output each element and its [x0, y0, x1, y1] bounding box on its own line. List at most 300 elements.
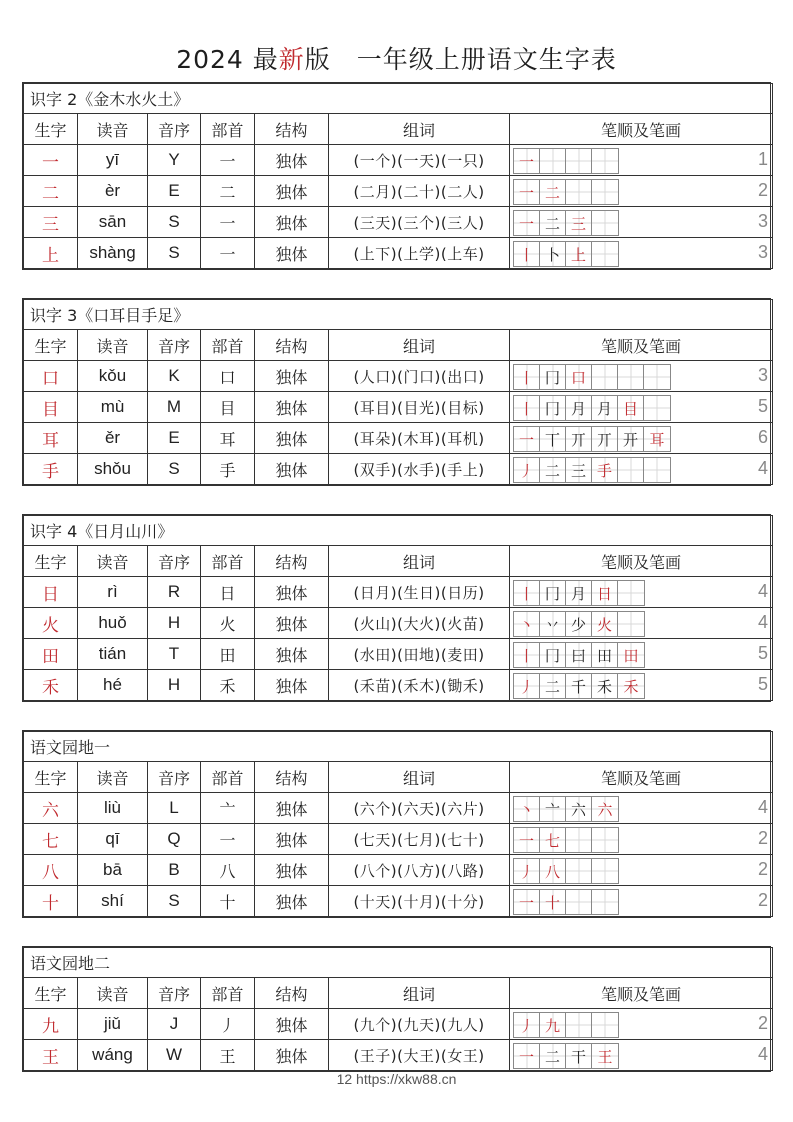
character: 田 [24, 639, 78, 670]
pinyin: shí [78, 886, 148, 917]
pinyin: jiǔ [78, 1009, 148, 1040]
stroke-grid [513, 426, 671, 452]
table-row [24, 608, 773, 639]
stroke-grid [513, 611, 645, 637]
stroke-cell: 丿 [514, 1013, 540, 1037]
column-header: 音序 [148, 978, 201, 1009]
stroke-cell: 耳 [644, 427, 670, 451]
column-header: 部首 [201, 330, 255, 361]
column-header: 部首 [201, 762, 255, 793]
stroke-count: 2 [758, 180, 769, 200]
word-examples: (人口)(门口)(出口) [329, 361, 510, 392]
section-title: 识字 4《日月山川》 [24, 516, 773, 546]
stroke-grid [513, 827, 619, 853]
table-row [24, 670, 773, 701]
stroke-order [510, 207, 773, 238]
stroke-cell: 冂 [540, 365, 566, 389]
stroke-grid [513, 673, 645, 699]
initial-letter: Y [148, 145, 201, 176]
stroke-cell [644, 396, 670, 420]
column-header: 组词 [329, 114, 510, 145]
title-suffix: 版 [304, 45, 331, 74]
column-header: 组词 [329, 762, 510, 793]
column-header: 读音 [78, 762, 148, 793]
stroke-cell [618, 365, 644, 389]
header-row [24, 762, 773, 793]
pinyin: shàng [78, 238, 148, 269]
column-header: 组词 [329, 546, 510, 577]
stroke-grid [513, 210, 619, 236]
column-header: 部首 [201, 114, 255, 145]
character: 手 [24, 454, 78, 485]
stroke-count: 2 [758, 828, 769, 848]
stroke-cell [644, 458, 670, 482]
pinyin: wáng [78, 1040, 148, 1071]
table-row [24, 855, 773, 886]
column-header: 音序 [148, 546, 201, 577]
radical: 王 [201, 1040, 255, 1071]
stroke-order [510, 886, 773, 917]
stroke-cell: 九 [540, 1013, 566, 1037]
section-title: 语文园地二 [24, 948, 773, 978]
stroke-cell: 丿 [514, 859, 540, 883]
initial-letter: S [148, 454, 201, 485]
pinyin: hé [78, 670, 148, 701]
column-header: 笔顺及笔画 [510, 114, 773, 145]
word-examples: (耳目)(目光)(目标) [329, 392, 510, 423]
stroke-cell: 十 [540, 890, 566, 914]
stroke-cell [618, 458, 644, 482]
initial-letter: S [148, 238, 201, 269]
stroke-count: 4 [758, 797, 769, 817]
pinyin: liù [78, 793, 148, 824]
stroke-cell: 一 [514, 890, 540, 914]
stroke-grid [513, 241, 619, 267]
radical: 十 [201, 886, 255, 917]
radical: 田 [201, 639, 255, 670]
structure: 独体 [255, 855, 329, 886]
radical: 丿 [201, 1009, 255, 1040]
stroke-order [510, 145, 773, 176]
pinyin: sān [78, 207, 148, 238]
table-row [24, 207, 773, 238]
table-row [24, 392, 773, 423]
initial-letter: L [148, 793, 201, 824]
stroke-count: 2 [758, 890, 769, 910]
word-examples: (日月)(生日)(日历) [329, 577, 510, 608]
radical: 一 [201, 145, 255, 176]
stroke-count: 4 [757, 581, 768, 601]
pinyin: ěr [78, 423, 148, 454]
character: 六 [24, 793, 78, 824]
structure: 独体 [255, 1009, 329, 1040]
initial-letter: H [148, 608, 201, 639]
pinyin: kǒu [78, 361, 148, 392]
stroke-cell: 千 [566, 674, 592, 698]
column-header: 读音 [78, 546, 148, 577]
stroke-count: 5 [757, 674, 768, 694]
initial-letter: R [148, 577, 201, 608]
stroke-cell [566, 149, 592, 173]
stroke-cell: 目 [618, 396, 644, 420]
stroke-cell [540, 149, 566, 173]
stroke-order [510, 392, 773, 423]
character: 耳 [24, 423, 78, 454]
stroke-cell: 冂 [540, 643, 566, 667]
stroke-cell: 卜 [540, 242, 566, 266]
stroke-cell: 丨 [514, 396, 540, 420]
pinyin: èr [78, 176, 148, 207]
stroke-cell: 三 [566, 458, 592, 482]
radical: 八 [201, 855, 255, 886]
table-row [24, 176, 773, 207]
column-header: 结构 [255, 978, 329, 1009]
table-row [24, 1009, 773, 1040]
stroke-count: 2 [758, 1013, 769, 1033]
structure: 独体 [255, 238, 329, 269]
word-examples: (上下)(上学)(上车) [329, 238, 510, 269]
stroke-count: 4 [758, 1044, 769, 1064]
stroke-grid [513, 642, 645, 668]
initial-letter: Q [148, 824, 201, 855]
radical: 禾 [201, 670, 255, 701]
stroke-count: 5 [758, 396, 769, 416]
structure: 独体 [255, 392, 329, 423]
section-title: 识字 2《金木水火土》 [24, 84, 773, 114]
stroke-order [510, 423, 773, 454]
column-header: 部首 [201, 978, 255, 1009]
word-examples: (一个)(一天)(一只) [329, 145, 510, 176]
radical: 耳 [201, 423, 255, 454]
column-header: 生字 [24, 114, 78, 145]
stroke-count: 5 [757, 643, 768, 663]
pinyin: huǒ [78, 608, 148, 639]
stroke-grid [513, 148, 619, 174]
initial-letter: J [148, 1009, 201, 1040]
character: 二 [24, 176, 78, 207]
structure: 独体 [255, 361, 329, 392]
section-title: 识字 3《口耳目手足》 [24, 300, 773, 330]
column-header: 结构 [255, 762, 329, 793]
table-row [24, 639, 773, 670]
page-title [0, 44, 793, 76]
stroke-count: 3 [758, 365, 769, 385]
stroke-cell [566, 1013, 592, 1037]
stroke-order [510, 1040, 773, 1071]
word-examples: (八个)(八方)(八路) [329, 855, 510, 886]
column-header: 结构 [255, 114, 329, 145]
stroke-cell: 二 [540, 180, 566, 204]
stroke-count: 3 [758, 242, 769, 262]
stroke-cell: 禾 [618, 674, 644, 698]
structure: 独体 [255, 793, 329, 824]
column-header: 笔顺及笔画 [510, 546, 773, 577]
stroke-cell: 丨 [514, 581, 540, 605]
structure: 独体 [255, 423, 329, 454]
character: 上 [24, 238, 78, 269]
structure: 独体 [255, 824, 329, 855]
stroke-cell: 曰 [566, 643, 592, 667]
radical: 手 [201, 454, 255, 485]
initial-letter: E [148, 423, 201, 454]
stroke-count: 2 [758, 859, 769, 879]
stroke-cell: 月 [566, 581, 592, 605]
section-table [22, 298, 771, 486]
structure: 独体 [255, 577, 329, 608]
stroke-grid [513, 395, 671, 421]
table-row [24, 824, 773, 855]
stroke-cell [566, 180, 592, 204]
initial-letter: H [148, 670, 201, 701]
stroke-cell: 二 [540, 211, 566, 235]
word-examples: (禾苗)(禾木)(锄禾) [329, 670, 510, 701]
word-examples: (王子)(大王)(女王) [329, 1040, 510, 1071]
character: 七 [24, 824, 78, 855]
stroke-cell [592, 365, 618, 389]
table-row [24, 1040, 773, 1071]
stroke-grid [513, 364, 671, 390]
initial-letter: T [148, 639, 201, 670]
initial-letter: E [148, 176, 201, 207]
word-examples: (六个)(六天)(六片) [329, 793, 510, 824]
stroke-cell [644, 365, 670, 389]
pinyin: mù [78, 392, 148, 423]
stroke-cell [566, 859, 592, 883]
pinyin: bā [78, 855, 148, 886]
word-examples: (三天)(三个)(三人) [329, 207, 510, 238]
stroke-cell: 二 [540, 458, 566, 482]
stroke-cell [566, 828, 592, 852]
table-row [24, 793, 773, 824]
header-row [24, 114, 773, 145]
stroke-cell: 开 [618, 427, 644, 451]
section-table [22, 730, 771, 918]
stroke-grid [513, 580, 645, 606]
column-header: 组词 [329, 330, 510, 361]
table-row [24, 577, 773, 608]
stroke-order [510, 238, 773, 269]
column-header: 生字 [24, 330, 78, 361]
stroke-cell: 丌 [592, 427, 618, 451]
column-header: 音序 [148, 762, 201, 793]
stroke-cell [618, 612, 644, 636]
stroke-cell: 丨 [514, 365, 540, 389]
page-footer: 12 https://xkw88.cn [336, 1071, 457, 1087]
stroke-cell: 干 [566, 1044, 592, 1068]
column-header: 笔顺及笔画 [510, 330, 773, 361]
character: 禾 [24, 670, 78, 701]
radical: 日 [201, 577, 255, 608]
stroke-cell: 丨 [514, 242, 540, 266]
column-header: 结构 [255, 546, 329, 577]
column-header: 结构 [255, 330, 329, 361]
stroke-grid [513, 179, 619, 205]
stroke-cell: 丿 [514, 458, 540, 482]
initial-letter: W [148, 1040, 201, 1071]
stroke-cell: 丌 [566, 427, 592, 451]
table-row [24, 423, 773, 454]
stroke-order [510, 1009, 773, 1040]
stroke-cell [592, 149, 618, 173]
character: 八 [24, 855, 78, 886]
stroke-cell [592, 242, 618, 266]
stroke-cell: 田 [592, 643, 618, 667]
character: 王 [24, 1040, 78, 1071]
table-row [24, 361, 773, 392]
stroke-grid [513, 858, 619, 884]
structure: 独体 [255, 639, 329, 670]
section-table [22, 514, 771, 702]
stroke-cell [618, 581, 644, 605]
radical: 亠 [201, 793, 255, 824]
stroke-cell: 一 [514, 427, 540, 451]
stroke-cell: 八 [540, 859, 566, 883]
stroke-cell: 上 [566, 242, 592, 266]
character: 目 [24, 392, 78, 423]
stroke-cell: 日 [592, 581, 618, 605]
character: 火 [24, 608, 78, 639]
column-header: 部首 [201, 546, 255, 577]
stroke-cell: 二 [540, 674, 566, 698]
stroke-cell: 少 [566, 612, 592, 636]
stroke-order [510, 639, 773, 670]
initial-letter: K [148, 361, 201, 392]
table-row [24, 145, 773, 176]
stroke-cell: 一 [514, 149, 540, 173]
stroke-cell: 一 [514, 1044, 540, 1068]
word-examples: (火山)(大火)(火苗) [329, 608, 510, 639]
section-title: 语文园地一 [24, 732, 773, 762]
column-header: 生字 [24, 762, 78, 793]
initial-letter: S [148, 207, 201, 238]
initial-letter: S [148, 886, 201, 917]
stroke-cell: 亠 [540, 797, 566, 821]
character: 九 [24, 1009, 78, 1040]
radical: 一 [201, 207, 255, 238]
stroke-count: 3 [758, 211, 769, 231]
stroke-order [510, 855, 773, 886]
section-table [22, 82, 771, 270]
column-header: 音序 [148, 330, 201, 361]
pinyin: tián [78, 639, 148, 670]
stroke-cell: 田 [618, 643, 644, 667]
radical: 目 [201, 392, 255, 423]
radical: 口 [201, 361, 255, 392]
radical: 火 [201, 608, 255, 639]
stroke-cell: 丶 [514, 797, 540, 821]
stroke-cell: 冂 [540, 396, 566, 420]
structure: 独体 [255, 176, 329, 207]
stroke-order [510, 454, 773, 485]
column-header: 生字 [24, 978, 78, 1009]
column-header: 笔顺及笔画 [510, 762, 773, 793]
word-examples: (二月)(二十)(二人) [329, 176, 510, 207]
structure: 独体 [255, 454, 329, 485]
stroke-cell: 冂 [540, 581, 566, 605]
stroke-order [510, 608, 773, 639]
stroke-cell: 六 [566, 797, 592, 821]
stroke-cell: 火 [592, 612, 618, 636]
pinyin: rì [78, 577, 148, 608]
stroke-grid [513, 1043, 619, 1069]
radical: 二 [201, 176, 255, 207]
title-prefix: 2024 最 [176, 45, 279, 74]
stroke-cell [592, 180, 618, 204]
structure: 独体 [255, 1040, 329, 1071]
table-row [24, 238, 773, 269]
stroke-count: 6 [758, 427, 769, 447]
stroke-cell: 一 [514, 211, 540, 235]
stroke-cell [592, 859, 618, 883]
stroke-order [510, 361, 773, 392]
title-main: 一年级上册语文生字表 [356, 45, 617, 74]
stroke-cell [592, 890, 618, 914]
table-row [24, 454, 773, 485]
radical: 一 [201, 238, 255, 269]
structure: 独体 [255, 608, 329, 639]
stroke-cell: 王 [592, 1044, 618, 1068]
stroke-grid [513, 1012, 619, 1038]
word-examples: (双手)(水手)(手上) [329, 454, 510, 485]
stroke-cell [592, 1013, 618, 1037]
initial-letter: B [148, 855, 201, 886]
structure: 独体 [255, 207, 329, 238]
column-header: 读音 [78, 978, 148, 1009]
word-examples: (九个)(九天)(九人) [329, 1009, 510, 1040]
initial-letter: M [148, 392, 201, 423]
word-examples: (十天)(十月)(十分) [329, 886, 510, 917]
stroke-cell: 口 [566, 365, 592, 389]
stroke-cell: 六 [592, 797, 618, 821]
header-row [24, 546, 773, 577]
stroke-cell: 月 [592, 396, 618, 420]
stroke-cell: 禾 [592, 674, 618, 698]
radical: 一 [201, 824, 255, 855]
column-header: 读音 [78, 330, 148, 361]
stroke-count: 1 [758, 149, 769, 169]
column-header: 读音 [78, 114, 148, 145]
structure: 独体 [255, 145, 329, 176]
pinyin: shǒu [78, 454, 148, 485]
stroke-order [510, 670, 773, 701]
structure: 独体 [255, 670, 329, 701]
stroke-cell: 丶 [514, 612, 540, 636]
stroke-order [510, 793, 773, 824]
stroke-cell: 手 [592, 458, 618, 482]
stroke-cell: 丷 [540, 612, 566, 636]
character: 十 [24, 886, 78, 917]
stroke-cell [566, 890, 592, 914]
word-examples: (水田)(田地)(麦田) [329, 639, 510, 670]
column-header: 笔顺及笔画 [510, 978, 773, 1009]
stroke-cell: 丿 [514, 674, 540, 698]
column-header: 生字 [24, 546, 78, 577]
pinyin: qī [78, 824, 148, 855]
section-table [22, 946, 771, 1072]
structure: 独体 [255, 886, 329, 917]
stroke-count: 4 [758, 458, 769, 478]
character: 三 [24, 207, 78, 238]
header-row [24, 978, 773, 1009]
stroke-cell [592, 828, 618, 852]
stroke-order [510, 176, 773, 207]
stroke-cell: 二 [540, 1044, 566, 1068]
stroke-cell: 丨 [514, 643, 540, 667]
column-header: 组词 [329, 978, 510, 1009]
header-row [24, 330, 773, 361]
stroke-grid [513, 889, 619, 915]
table-row [24, 886, 773, 917]
